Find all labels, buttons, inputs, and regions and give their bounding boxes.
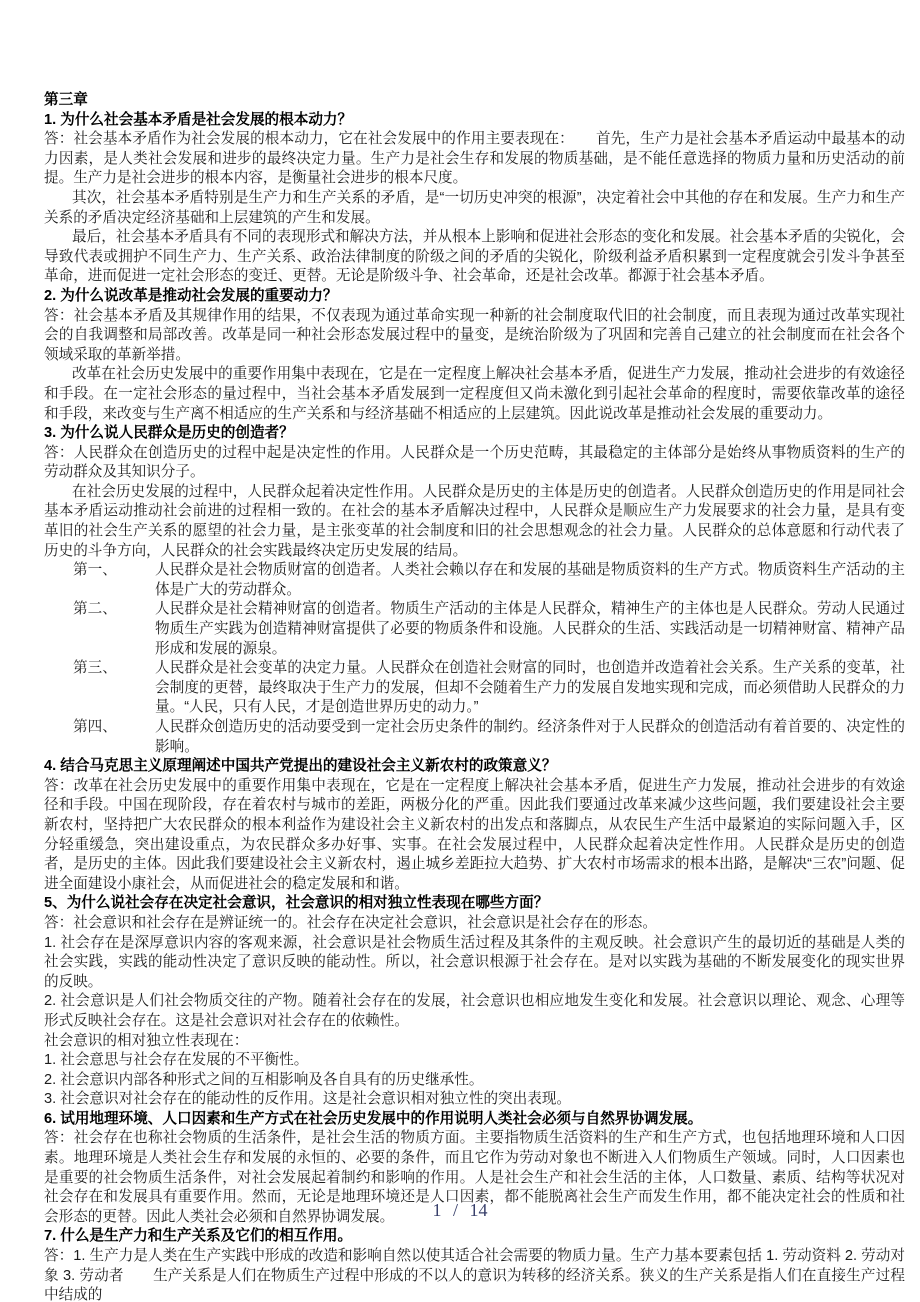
ordinal-list-item (44, 561, 905, 600)
question-heading: 1. 为什么社会基本矛盾是社会发展的根本动力？ (44, 111, 353, 128)
indented-paragraph: 最后，社会基本矛盾具有不同的表现形式和解决方法，并从根本上影响和促进社会形态的变化和发展。社会基本矛盾的尖锐化，会导致代表或拥护不同生产力、生产关系、政治法律制度的阶级之间的矛盾的尖锐化，阶级利益矛盾积累到一定程度就会引发斗争甚至革命，进而促进一定社会形态的变迁、更替。无论是阶级斗争、社会革命，还是社会改革。都源于社会基本矛盾。 (44, 229, 905, 285)
answer-paragraph: 3. 社会意识对社会存在的能动性的反作用。这是社会意识相对独立性的突出表现。 (44, 1091, 572, 1108)
answer-paragraph: 答：社会基本矛盾作为社会发展的根本动力，它在社会发展中的作用主要表现在： 首先，生产力是社会基本矛盾运动中最基本的动力因素，是人类社会发展和进步的最终决定力量。生产力是社会生存和发展的物质基础，是不能任意选择的物质力量和历史活动的前提。生产力是社会进步的根本内容，是衡量社会进步的根本尺度。 (44, 131, 905, 187)
chapter-title: 第三章 (44, 92, 88, 108)
answer-paragraph: 答：社会意识和社会存在是辨证统一的。社会存在决定社会意识，社会意识是社会存在的形态。 (44, 914, 657, 931)
answer-paragraph: 1. 社会意思与社会存在发展的不平衡性。 (44, 1052, 309, 1069)
list-item-text: 人民群众创造历史的活动要受到一定社会历史条件的制约。经济条件对于人民群众的创造活动有着首要的、决定性的影响。 (155, 719, 905, 755)
list-item-marker: 第一、 (73, 562, 117, 579)
list-item-marker: 第四、 (73, 719, 117, 735)
list-item-text: 人民群众是社会精神财富的创造者。物质生产活动的主体是人民群众，精神生产的主体也是人民群众。劳动人民通过物质生产实践为创造精神财富提供了必要的物质条件和设施。人民群众的生活、实践活动是一切精神财富、精神产品形成和发展的源泉。 (155, 601, 905, 657)
answer-paragraph: 答：1. 生产力是人类在生产实践中形成的改造和影响自然以使其适合社会需要的物质力量。生产力基本要素包括 1. 劳动资料 2. 劳动对象 3. 劳动者 生产关系是人们在物质生产过程中形成的不以人的意识为转移的经济关系。狭义的生产关系是指人们在直接生产过程中结成的 (44, 1248, 905, 1302)
list-item-marker: 第三、 (73, 660, 117, 677)
ordinal-list-item (44, 718, 905, 757)
ordinal-list-item (44, 600, 905, 659)
answer-paragraph: 答：社会基本矛盾及其规律作用的结果，不仅表现为通过革命实现一种新的社会制度取代旧的社会制度，而且表现为通过改革实现社会的自我调整和局部改善。改革是同一种社会形态发展过程中的量变，是统治阶级为了巩固和完善自己建立的社会制度而在社会各个领域采取的革新举措。 (44, 307, 905, 363)
answer-paragraph: 2. 社会意识内部各种形式之间的互相影响及各自具有的历史继承性。 (44, 1071, 484, 1088)
answer-paragraph: 1. 社会存在是深厚意识内容的客观来源，社会意识是社会物质生活过程及其条件的主观反映。社会意识产生的最切近的基础是人类的社会实践，实践的能动性决定了意识反映的能动性。所以，社会意识根源于社会存在。是对以实践为基础的不断发展变化的现实世界的反映。 (44, 934, 905, 990)
indented-paragraph: 在社会历史发展的过程中，人民群众起着决定性作用。人民群众是历史的主体是历史的创造者。人民群众创造历史的作用是同社会基本矛盾运动推动社会前进的过程相一致的。在社会的基本矛盾解决过程中，人民群众是顺应生产力发展要求的社会力量，是具有变革旧的社会生产关系的愿望的社会力量，是主张变革的社会制度和旧的社会思想观念的社会力量。人民群众的总体意愿和行动代表了历史的斗争方向，人民群众的社会实践最终决定历史发展的结局。 (44, 483, 905, 559)
question-heading: 2. 为什么说改革是推动社会发展的重要动力？ (44, 287, 338, 304)
answer-paragraph: 社会意识的相对独立性表现在： (44, 1032, 249, 1049)
list-item-text: 人民群众是社会变革的决定力量。人民群众在创造社会财富的同时，也创造并改造着社会关系。生产关系的变革，社会制度的更替，最终取决于生产力的发展，但却不会随着生产力的发展自发地实现和完成，而必须借助人民群众的力量。“人民，只有人民，才是创造世界历史的动力。” (155, 660, 905, 716)
ordinal-list-item (44, 659, 905, 718)
page-number: 1 / 14 (432, 1200, 488, 1220)
indented-paragraph: 其次，社会基本矛盾特别是生产力和生产关系的矛盾，是“一切历史冲突的根源”，决定着社会中其他的存在和发展。生产力和生产关系的矛盾决定经济基础和上层建筑的产生和发展。 (44, 189, 905, 226)
answer-paragraph: 2. 社会意识是人们社会物质交往的产物。随着社会存在的发展，社会意识也相应地发生变化和发展。社会意识以理论、观念、心理等形式反映社会存在。这是社会意识对社会存在的依赖性。 (44, 993, 905, 1029)
document-content (44, 91, 905, 1302)
document-body (44, 111, 905, 1302)
answer-paragraph: 答：社会存在也称社会物质的生活条件，是社会生活的物质方面。主要指物质生活资料的生产和生产方式，也包括地理环境和人口因素。地理环境是人类社会生存和发展的永恒的、必要的条件，而且它作为劳动对象也不断进入人们物质生产领域。同时，人口因素也是重要的社会物质生活条件，对社会发展起着制约和影响的作用。人是社会生产和社会生活的主体，人口数量、素质、结构等状况对社会存在和发展具有重要作用。然而，无论是地理环境还是人口因素，都不能脱离社会生产而发生作用，都不能决定社会的性质和社会形态的更替。因此人类社会必须和自然界协调发展。 (44, 1130, 905, 1225)
question-heading: 6. 试用地理环境、人口因素和生产方式在社会历史发展中的作用说明人类社会必须与自然界协调发展。 (44, 1110, 703, 1127)
indented-paragraph: 改革在社会历史发展中的重要作用集中表现在，它是在一定程度上解决社会基本矛盾，促进生产力发展，推动社会进步的有效途径和手段。在一定社会形态的量过程中，当社会基本矛盾发展到一定程度但又尚未激化到引起社会革命的程度时，需要依靠改革的途径和手段，来改变与生产离不相适应的生产关系和与经济基础不相适应的上层建筑。因此说改革是推动社会发展的重要动力。 (44, 366, 905, 422)
answer-paragraph: 答：人民群众在创造历史的过程中起是决定性的作用。人民群众是一个历史范畴，其最稳定的主体部分是始终从事物质资料的生产的劳动群众及其知识分子。 (44, 444, 905, 481)
question-heading: 7. 什么是生产力和生产关系及它们的相互作用。 (44, 1228, 353, 1245)
answer-paragraph: 答：改革在社会历史发展中的重要作用集中表现在，它是在一定程度上解决社会基本矛盾，促进生产力发展，推动社会进步的有效途径和手段。中国在现阶段，存在着农村与城市的差距，两极分化的严重。因此我们要通过改革来减少这些问题，我们要建设社会主要新农村，坚持把广大农民群众的根本利益作为建设社会主义新农村的出发点和落脚点，从农民生产生活中最紧迫的实际问题入手，区分轻重缓急，突出建设重点，为农民群众多办好事、实事。在社会发展过程中，人民群众起着决定性作用。人民群众是历史的创造者，是历史的主体。因此我们要建设社会主义新农村，遏止城乡差距拉大趋势、扩大农村市场需求的根本出路，是解决“三农”问题、促进全面建设小康社会，从而促进社会的稳定发展和和谐。 (44, 777, 905, 892)
question-heading: 5、为什么说社会存在决定社会意识，社会意识的相对独立性表现在哪些方面？ (44, 895, 549, 912)
question-heading: 4. 结合马克思主义原理阐述中国共产党提出的建设社会主义新农村的政策意义？ (44, 758, 557, 775)
question-heading: 3. 为什么说人民群众是历史的创造者？ (44, 425, 294, 442)
list-item-text: 人民群众是社会物质财富的创造者。人类社会赖以存在和发展的基础是物质资料的生产方式。物质资料生产活动的主体是广大的劳动群众。 (155, 562, 905, 598)
list-item-marker: 第二、 (73, 601, 117, 618)
